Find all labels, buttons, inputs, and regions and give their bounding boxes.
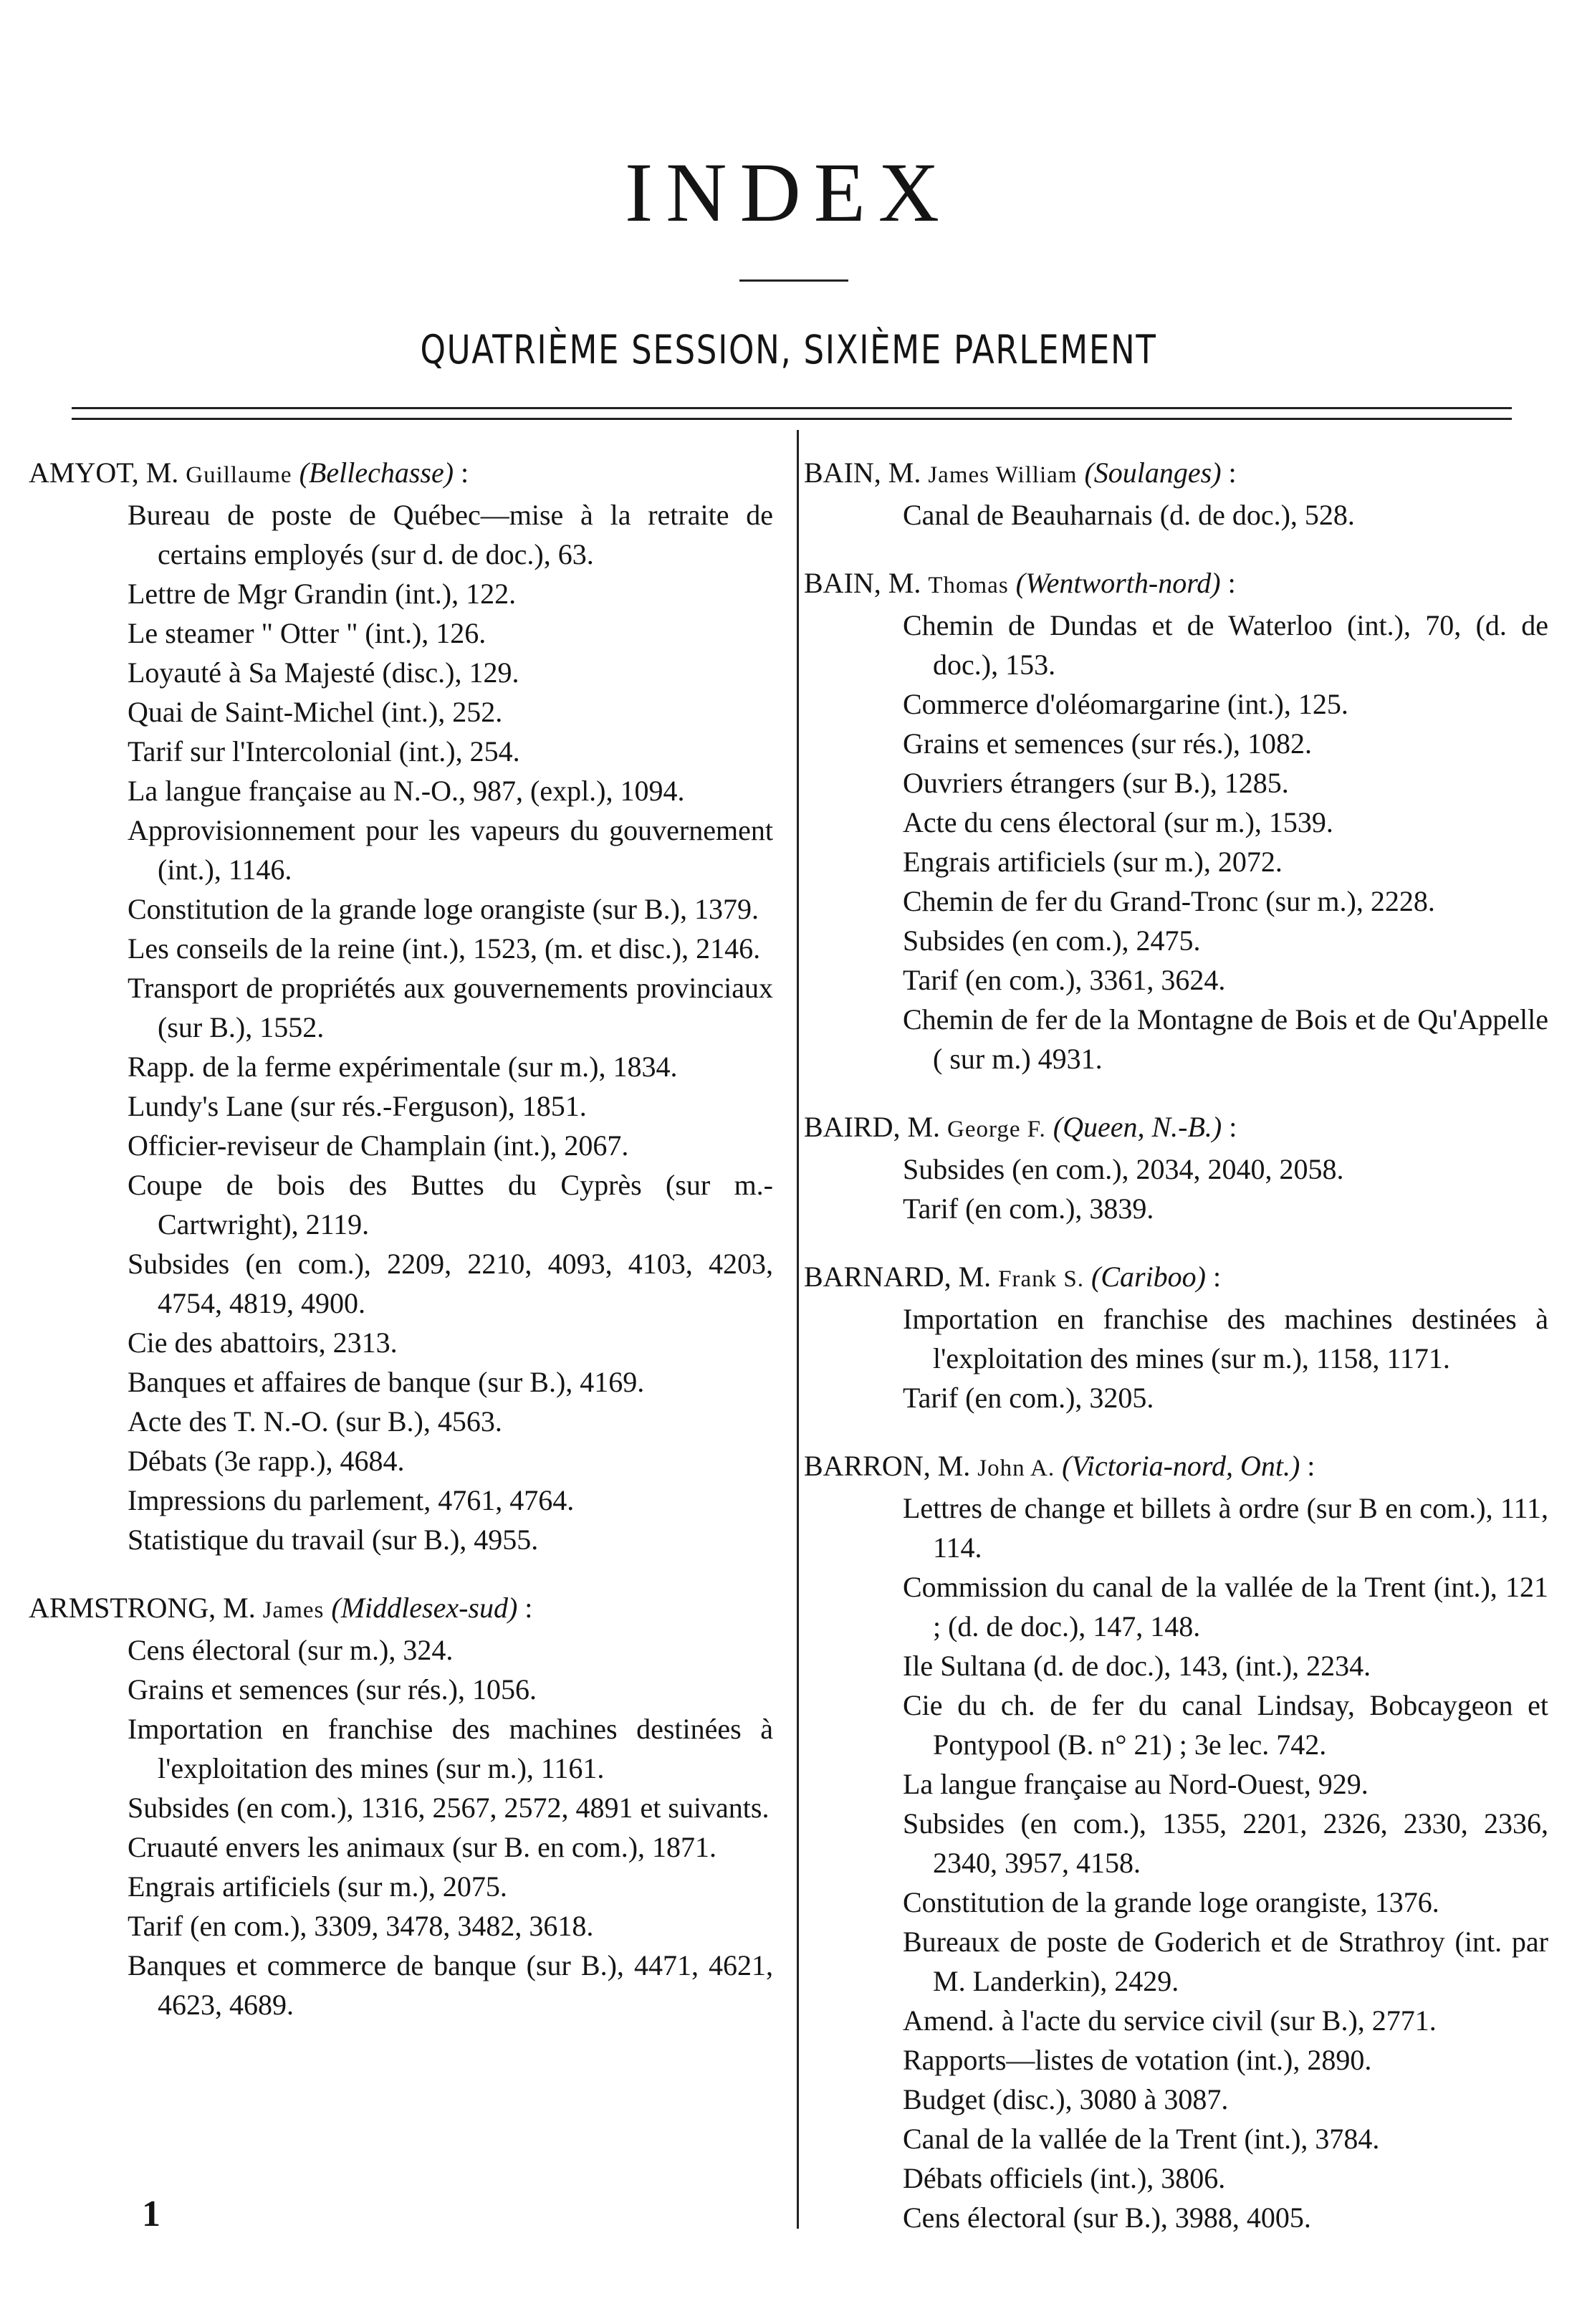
member-surname: BAIRD, M. <box>804 1111 941 1143</box>
index-item: Cens électoral (sur B.), 3988, 4005. <box>903 2201 1311 2234</box>
member-given-name: Thomas <box>928 573 1009 598</box>
index-item: Cie du ch. de fer du canal Lindsay, Bobcaygeon et Pontypool (B. n° 21) ; 3e lec. 742. <box>903 1689 1548 1761</box>
index-item: Débats (3e rapp.), 4684. <box>128 1445 405 1477</box>
index-item: Bureau de poste de Québec—mise à la retraite de certains employés (sur d. de doc.), 63. <box>128 499 773 570</box>
member-surname: BAIN, M. <box>804 456 921 489</box>
index-item: Débats officiels (int.), 3806. <box>903 2162 1226 2194</box>
index-item: Loyauté à Sa Majesté (disc.), 129. <box>128 656 519 689</box>
index-item: Quai de Saint-Michel (int.), 252. <box>128 696 503 728</box>
index-item: Lettre de Mgr Grandin (int.), 122. <box>128 578 517 610</box>
heading-colon: : <box>1227 567 1236 599</box>
member-given-name: George F. <box>947 1116 1046 1142</box>
member-surname: BARRON, M. <box>804 1450 971 1482</box>
index-item: Subsides (en com.), 2034, 2040, 2058. <box>903 1153 1344 1185</box>
page-subtitle: QUATRIÈME SESSION, SIXIÈME PARLEMENT <box>420 327 1157 373</box>
title-divider <box>739 279 848 282</box>
index-item: Grains et semences (sur rés.), 1082. <box>903 727 1312 760</box>
index-item: Importation en franchise des machines destinées à l'exploitation des mines (sur m.), 1158, 1171. <box>903 1303 1548 1374</box>
index-item: Commerce d'oléomargarine (int.), 125. <box>903 688 1348 720</box>
index-item: Grains et semences (sur rés.), 1056. <box>128 1673 537 1706</box>
index-item: Canal de Beauharnais (d. de doc.), 528. <box>903 499 1355 531</box>
heading-colon: : <box>1213 1261 1222 1293</box>
index-item: Constitution de la grande loge orangiste (sur B.), 1379. <box>128 893 759 925</box>
entry-heading <box>804 1107 1553 1149</box>
column-divider <box>797 430 799 2229</box>
header-rule-top <box>72 407 1512 409</box>
member-surname: AMYOT, M. <box>29 456 179 489</box>
index-item: Subsides (en com.), 2209, 2210, 4093, 4103, 4203, 4754, 4819, 4900. <box>128 1248 773 1319</box>
index-item: Chemin de fer de la Montagne de Bois et de Qu'Appelle ( sur m.) 4931. <box>903 1003 1548 1075</box>
index-entry <box>29 1588 777 2024</box>
index-item: Engrais artificiels (sur m.), 2075. <box>128 1870 507 1903</box>
index-item: Bureaux de poste de Goderich et de Strathroy (int. par M. Landerkin), 2429. <box>903 1926 1548 1997</box>
heading-colon: : <box>524 1592 533 1624</box>
index-item: Budget (disc.), 3080 à 3087. <box>903 2083 1229 2115</box>
index-item: Statistique du travail (sur B.), 4955. <box>128 1524 539 1556</box>
index-item: Amend. à l'acte du service civil (sur B.), 2771. <box>903 2004 1437 2037</box>
index-item: Chemin de fer du Grand-Tronc (sur m.), 2228. <box>903 885 1435 917</box>
entry-heading <box>29 1588 777 1630</box>
index-item: Transport de propriétés aux gouvernements provinciaux (sur B.), 1552. <box>128 972 773 1043</box>
member-riding: (Wentworth-nord) <box>1015 567 1221 599</box>
index-item: Officier-reviseur de Champlain (int.), 2067. <box>128 1129 629 1162</box>
index-item: Subsides (en com.), 1355, 2201, 2326, 2330, 2336, 2340, 3957, 4158. <box>903 1807 1548 1879</box>
index-item: Approvisionnement pour les vapeurs du gouvernement (int.), 1146. <box>128 814 773 886</box>
index-item: Banques et commerce de banque (sur B.), 4471, 4621, 4623, 4689. <box>128 1949 773 2021</box>
page-number: 1 <box>142 2194 160 2234</box>
index-entry <box>29 453 777 1559</box>
page-title: INDEX <box>624 145 953 239</box>
index-entry <box>804 1107 1553 1228</box>
entry-heading <box>804 1257 1553 1299</box>
heading-colon: : <box>1307 1450 1315 1482</box>
member-given-name: Guillaume <box>186 462 292 488</box>
index-item: Acte des T. N.-O. (sur B.), 4563. <box>128 1405 502 1438</box>
index-item: Impressions du parlement, 4761, 4764. <box>128 1484 575 1516</box>
member-riding: (Victoria-nord, Ont.) <box>1062 1450 1300 1482</box>
index-item: Commission du canal de la vallée de la Trent (int.), 121 ; (d. de doc.), 147, 148. <box>903 1571 1548 1642</box>
index-item: La langue française au Nord-Ouest, 929. <box>903 1768 1369 1800</box>
entry-heading <box>29 453 777 495</box>
index-item: Coupe de bois des Buttes du Cyprès (sur m.-Cartwright), 2119. <box>128 1169 773 1240</box>
member-riding: (Middlesex-sud) <box>331 1592 518 1624</box>
index-item: Tarif (en com.), 3205. <box>903 1382 1154 1414</box>
member-surname: ARMSTRONG, M. <box>29 1592 256 1624</box>
member-surname: BAIN, M. <box>804 567 921 599</box>
member-riding: (Queen, N.-B.) <box>1053 1111 1222 1143</box>
index-item: Lundy's Lane (sur rés.-Ferguson), 1851. <box>128 1090 587 1122</box>
index-item: Tarif (en com.), 3309, 3478, 3482, 3618. <box>128 1910 594 1942</box>
member-riding: (Soulanges) <box>1084 456 1222 489</box>
header-rule-bottom <box>72 418 1512 420</box>
index-item: Chemin de Dundas et de Waterloo (int.), 70, (d. de doc.), 153. <box>903 609 1548 681</box>
entry-heading <box>804 563 1553 606</box>
index-entry <box>804 1257 1553 1417</box>
member-given-name: Frank S. <box>998 1266 1084 1292</box>
member-given-name: James William <box>928 462 1078 488</box>
index-item: Ouvriers étrangers (sur B.), 1285. <box>903 767 1289 799</box>
index-item: Le steamer " Otter " (int.), 126. <box>128 617 486 649</box>
index-item: Tarif sur l'Intercolonial (int.), 254. <box>128 735 520 768</box>
heading-colon: : <box>461 456 469 489</box>
heading-colon: : <box>1228 456 1237 489</box>
index-item: Subsides (en com.), 1316, 2567, 2572, 4891 et suivants. <box>128 1792 770 1824</box>
entry-heading <box>804 453 1553 495</box>
left-column <box>29 453 777 2053</box>
index-item: Cruauté envers les animaux (sur B. en com.), 1871. <box>128 1831 717 1863</box>
index-item: Canal de la vallée de la Trent (int.), 3784. <box>903 2123 1380 2155</box>
member-riding: (Bellechasse) <box>299 456 454 489</box>
index-entry <box>804 563 1553 1079</box>
member-given-name: James <box>262 1597 325 1623</box>
index-item: Lettres de change et billets à ordre (sur B en com.), 111, 114. <box>903 1492 1548 1564</box>
index-item: Rapports—listes de votation (int.), 2890. <box>903 2044 1372 2076</box>
member-surname: BARNARD, M. <box>804 1261 992 1293</box>
index-entry <box>804 1446 1553 2237</box>
index-item: Engrais artificiels (sur m.), 2072. <box>903 846 1283 878</box>
index-item: Importation en franchise des machines destinées à l'exploitation des mines (sur m.), 1161. <box>128 1713 773 1784</box>
index-item: Cens électoral (sur m.), 324. <box>128 1634 454 1666</box>
index-item: La langue française au N.-O., 987, (expl.), 1094. <box>128 775 685 807</box>
index-item: Acte du cens électoral (sur m.), 1539. <box>903 806 1333 838</box>
member-riding: (Cariboo) <box>1091 1261 1206 1293</box>
index-item: Banques et affaires de banque (sur B.), 4169. <box>128 1366 645 1398</box>
index-item: Constitution de la grande loge orangiste, 1376. <box>903 1886 1439 1918</box>
index-item: Les conseils de la reine (int.), 1523, (m. et disc.), 2146. <box>128 932 761 965</box>
heading-colon: : <box>1229 1111 1237 1143</box>
entry-heading <box>804 1446 1553 1488</box>
member-given-name: John A. <box>977 1455 1055 1481</box>
index-item: Subsides (en com.), 2475. <box>903 924 1201 957</box>
index-entry <box>804 453 1553 535</box>
index-item: Tarif (en com.), 3361, 3624. <box>903 964 1226 996</box>
index-item: Rapp. de la ferme expérimentale (sur m.), 1834. <box>128 1051 678 1083</box>
right-column <box>804 453 1553 2266</box>
index-item: Cie des abattoirs, 2313. <box>128 1326 398 1359</box>
index-item: Ile Sultana (d. de doc.), 143, (int.), 2234. <box>903 1650 1371 1682</box>
index-item: Tarif (en com.), 3839. <box>903 1192 1154 1225</box>
